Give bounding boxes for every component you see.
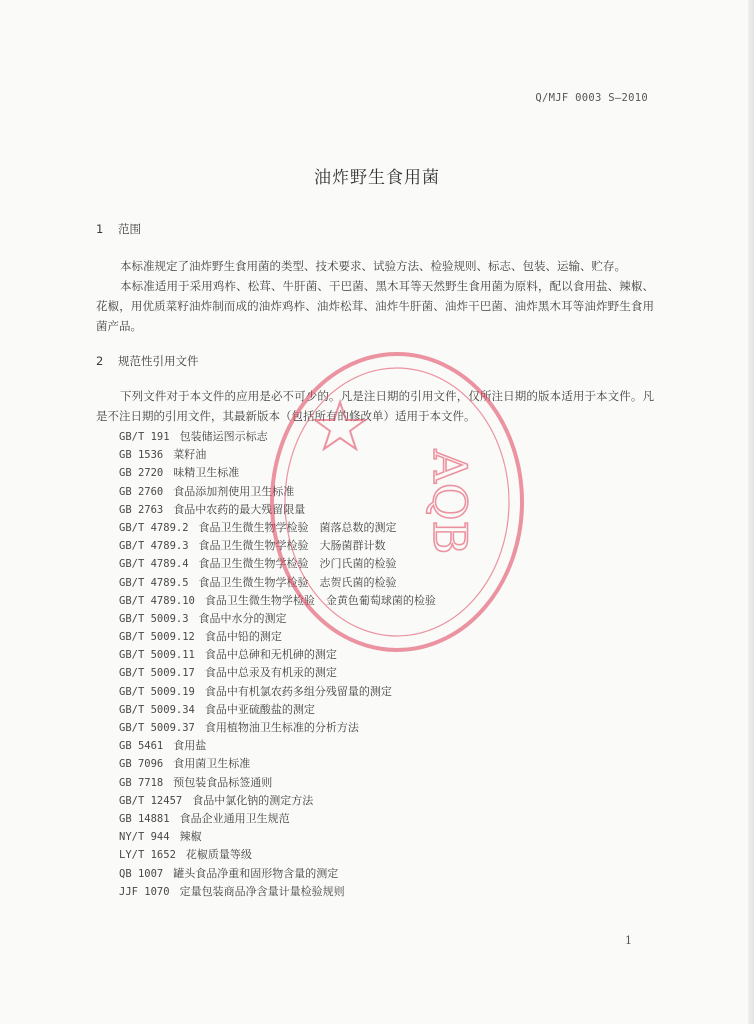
reference-code: GB 5461: [119, 740, 164, 753]
reference-item: [119, 428, 619, 446]
reference-code: GB/T 5009.19: [119, 685, 195, 698]
reference-list: [119, 428, 619, 901]
reference-title: 味精卫生标准: [173, 466, 240, 480]
reference-code: GB 2720: [119, 467, 164, 480]
reference-code: NY/T 944: [119, 831, 170, 844]
reference-item: [119, 628, 619, 646]
reference-item: [119, 519, 619, 537]
reference-item: [119, 865, 619, 883]
reference-item: [119, 737, 619, 755]
seal-text: AQB: [423, 449, 477, 555]
reference-code: JJF 1070: [119, 885, 170, 898]
section-heading-normative: [96, 353, 199, 369]
scope-paragraph-2: 本标准适用于采用鸡柞、松茸、牛肝菌、干巴菌、黑木耳等天然野生食用菌为原料，配以食用盐、辣椒、花椒，用优质菜籽油炸制而成的油炸鸡柞、油炸松茸、油炸牛肝菌、油炸干巴菌、油炸黑木耳等油炸野生食用菌产品。: [96, 279, 654, 333]
reference-code: GB 1536: [119, 449, 164, 462]
reference-title: 食品卫生微生物学检验 菌落总数的测定: [198, 520, 397, 534]
reference-item: [119, 483, 619, 501]
reference-code: GB 7718: [119, 776, 164, 789]
reference-code: GB/T 191: [119, 431, 170, 443]
reference-code: GB/T 4789.3: [119, 540, 189, 553]
reference-item: [119, 846, 619, 864]
reference-item: [119, 574, 619, 592]
reference-item: [119, 592, 619, 610]
reference-title: 菜籽油: [173, 448, 207, 462]
reference-title: 食用盐: [173, 739, 207, 753]
reference-code: GB/T 4789.5: [119, 576, 189, 589]
reference-item: [119, 446, 619, 464]
reference-item: [119, 464, 619, 482]
section-title: 范围: [118, 222, 141, 236]
reference-code: QB 1007: [119, 867, 164, 880]
reference-title: 食品添加剂使用卫生标准: [173, 484, 295, 498]
reference-code: GB/T 5009.12: [119, 631, 195, 644]
reference-item: [119, 828, 619, 846]
reference-title: 食品卫生微生物学检验 大肠菌群计数: [198, 539, 386, 553]
document-title: 油炸野生食用菌: [314, 168, 440, 188]
reference-title: 食品中水分的测定: [198, 611, 287, 625]
reference-item: [119, 664, 619, 682]
reference-code: GB/T 5009.17: [119, 667, 195, 680]
reference-code: GB/T 4789.4: [119, 558, 189, 571]
reference-item: [119, 555, 619, 573]
reference-title: 花椒质量等级: [185, 848, 252, 862]
reference-code: GB 7096: [119, 758, 164, 771]
section-number: 2: [96, 354, 104, 368]
reference-code: GB 14881: [119, 812, 170, 825]
reference-code: GB/T 5009.3: [119, 612, 189, 625]
reference-title: 定量包装商品净含量计量检验规则: [179, 884, 345, 898]
reference-item: [119, 792, 619, 810]
page-edge: [748, 0, 754, 1024]
scope-paragraph-1: 本标准规定了油炸野生食用菌的类型、技术要求、试验方法、检验规则、标志、包装、运输、贮存。: [120, 259, 626, 273]
reference-title: 预包装食品标签通则: [173, 775, 273, 789]
reference-code: GB/T 5009.37: [119, 722, 195, 734]
reference-title: 食品企业通用卫生规范: [179, 811, 290, 825]
reference-item: [119, 610, 619, 628]
reference-title: 食品中亚硫酸盐的测定: [204, 702, 315, 716]
page-number: 1: [625, 934, 632, 947]
reference-title: 罐头食品净重和固形物含量的测定: [173, 866, 339, 880]
reference-title: 包装储运图示标志: [179, 430, 268, 443]
document-code: Q/MJF 0003 S—2010: [535, 92, 648, 104]
reference-code: GB/T 5009.11: [119, 649, 195, 662]
reference-item: [119, 501, 619, 519]
reference-code: GB 2763: [119, 503, 164, 516]
reference-item: [119, 537, 619, 555]
reference-item: [119, 719, 619, 737]
reference-code: GB/T 5009.34: [119, 703, 195, 716]
section-number: 1: [96, 222, 104, 236]
reference-title: 食品卫生微生物学检验 志贺氏菌的检验: [198, 575, 397, 589]
reference-title: 食品卫生微生物学检验 金黄色葡萄球菌的检验: [204, 593, 436, 607]
reference-item: [119, 774, 619, 792]
reference-code: GB/T 12457: [119, 794, 183, 807]
reference-item: [119, 810, 619, 828]
reference-title: 食品中总汞及有机汞的测定: [204, 666, 337, 680]
reference-title: 食用植物油卫生标准的分析方法: [204, 721, 359, 734]
reference-item: [119, 883, 619, 901]
section-heading-scope: [96, 221, 141, 237]
reference-title: 食品中总砷和无机砷的测定: [204, 648, 337, 662]
reference-title: 食品中铅的测定: [204, 630, 282, 644]
reference-code: GB/T 4789.10: [119, 594, 195, 607]
reference-title: 食品中氯化钠的测定方法: [192, 793, 314, 807]
reference-item: [119, 646, 619, 664]
reference-code: GB 2760: [119, 485, 164, 498]
reference-title: 食品中农药的最大残留限量: [173, 502, 306, 516]
reference-title: 食品中有机氯农药多组分残留量的测定: [204, 684, 392, 698]
reference-item: [119, 701, 619, 719]
reference-title: 食品卫生微生物学检验 沙门氏菌的检验: [198, 557, 397, 571]
section-title: 规范性引用文件: [118, 354, 199, 368]
reference-title: 辣椒: [179, 830, 202, 844]
reference-code: GB/T 4789.2: [119, 521, 189, 534]
reference-item: [119, 755, 619, 773]
normative-intro: 下列文件对于本文件的应用是必不可少的。凡是注日期的引用文件，仅所注日期的版本适用于本文件。凡是不注日期的引用文件，其最新版本（包括所有的修改单）适用于本文件。: [96, 389, 654, 423]
reference-title: 食用菌卫生标准: [173, 757, 251, 771]
reference-code: LY/T 1652: [119, 849, 176, 862]
reference-item: [119, 683, 619, 701]
